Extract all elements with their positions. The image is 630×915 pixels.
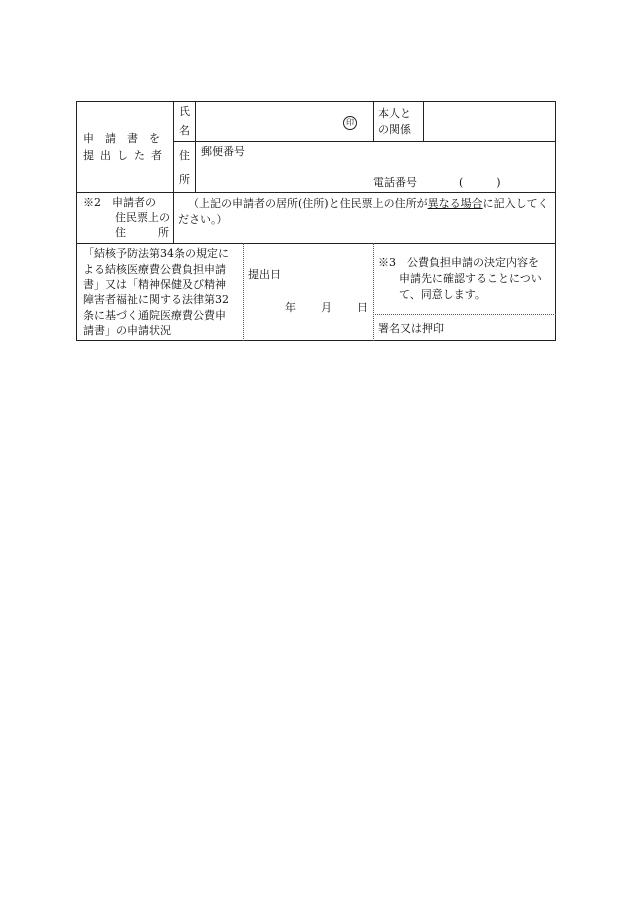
applicant-label-line2 [83,148,169,164]
dotted-rule-date [373,243,374,341]
signature-field[interactable] [447,317,553,339]
name-label-1: 氏 [179,105,190,118]
rule-name-address [173,141,556,142]
applicant-label-text-2: 提出した者 [83,149,168,162]
postal-code-label: 郵便番号 [201,145,245,158]
name-label-2: 名 [179,124,190,137]
dotted-rule-status [243,243,244,341]
rule-relation-left [373,102,374,141]
address-field[interactable] [197,160,367,174]
status-text-line3: 書」又は「精神保健及び精神 [83,278,226,291]
submission-date-label: 提出日 [248,268,281,281]
phone-area-code-paren: ( ) [459,176,501,189]
status-text-line4: 障害者福祉に関する法律第32 [83,293,229,306]
seal-mark-icon [343,116,357,130]
applicant-label-line1 [83,131,169,147]
residence-label-3a: 住 [115,226,126,239]
date-day-label: 日 [357,301,368,314]
status-text-line6: 請書」の申請状況 [83,324,171,337]
name-field[interactable] [197,103,337,139]
residence-label-line3 [115,225,169,241]
relation-field[interactable] [425,103,553,139]
address-label-1: 住 [179,149,190,162]
application-form-table [76,101,556,341]
residence-label-3b: 所 [158,226,169,239]
dotted-rule-consent [373,314,556,315]
address-label-2: 所 [179,173,190,186]
consent-note-line1: ※3 公費負担申請の決定内容を [378,256,539,269]
relation-label-line2: の関係 [378,123,411,136]
signature-label: 署名又は押印 [378,322,444,335]
date-month-label: 月 [321,301,332,314]
residence-note [178,196,552,228]
rule-residence-bottom [77,243,556,244]
rule-label-column [173,102,174,192]
rule-relation-right [423,102,424,141]
seal-mark-text: 印 [346,118,354,127]
phone-label: 電話番号 [373,176,417,189]
status-text-line2: よる結核医療費公費負担申請 [83,263,226,276]
residence-label-line1: ※2 申請者の [83,196,156,209]
residence-note-before: （上記の申請者の居所(住所)と住民票上の住所が [188,197,428,210]
status-text-line5: 条に基づく通院医療費公費申 [83,309,226,322]
submission-date-field[interactable] [247,285,369,319]
rule-applicant-bottom [77,192,556,193]
relation-label-line1: 本人と [378,107,411,120]
residence-note-after: に記入してください。） [178,197,549,226]
applicant-label-text-1: 申請書を [83,132,171,145]
rule-residence-column [173,192,174,243]
residence-label-line2: 住民票上の [115,211,170,224]
consent-note-line3: て、同意します。 [399,288,486,301]
date-year-label: 年 [285,301,296,314]
rule-sublabel-column [195,102,196,192]
residence-field[interactable] [175,226,553,241]
consent-note-line2: 申請先に確認することについ [399,272,542,285]
status-text-line1: 「結核予防法第34条の規定に [83,247,229,260]
residence-note-underlined: 異なる場合 [427,197,483,210]
